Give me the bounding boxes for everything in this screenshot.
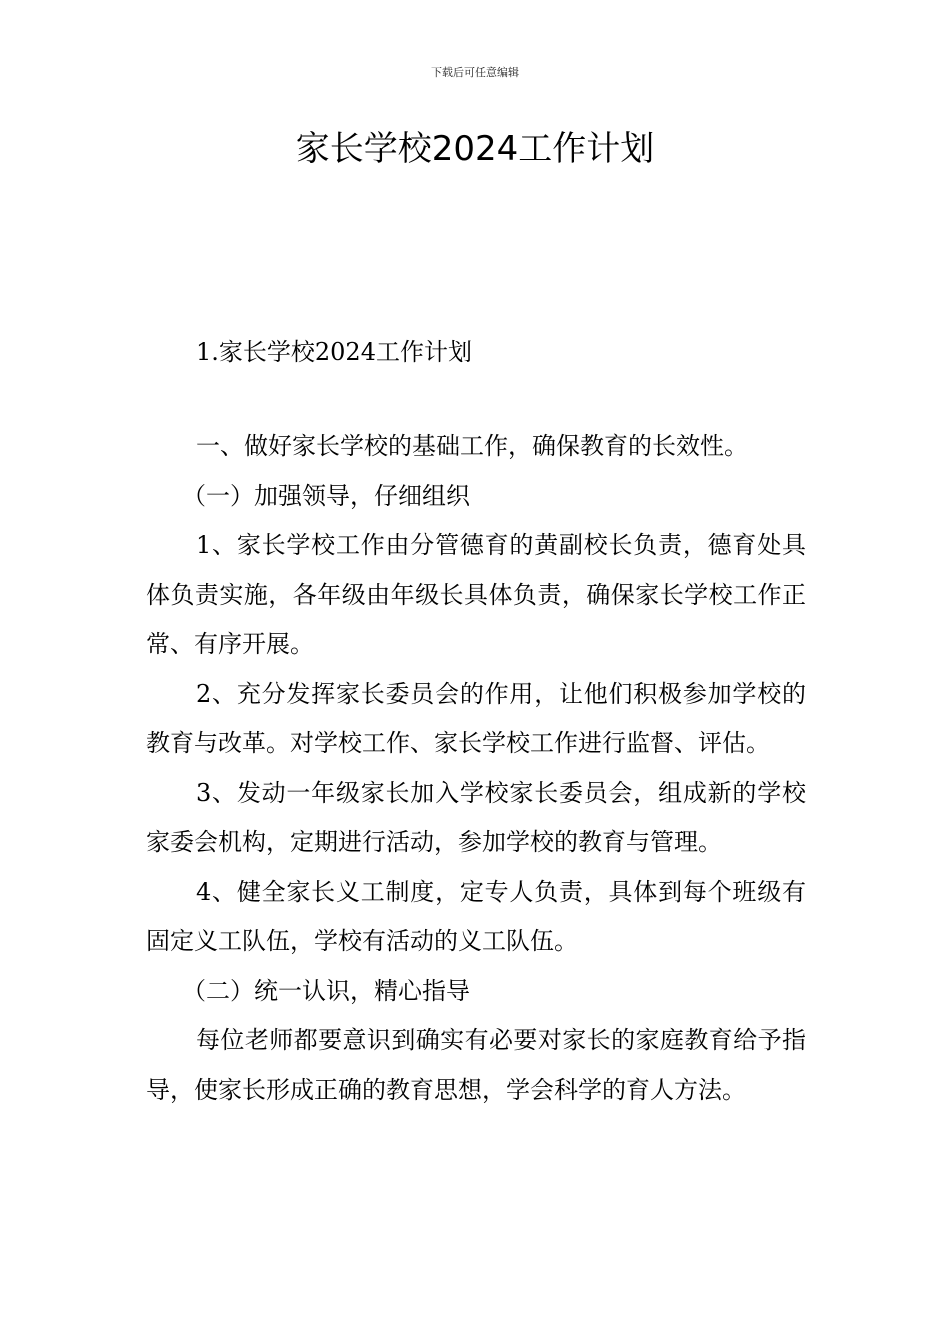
section-heading: 一、做好家长学校的基础工作，确保教育的长效性。 bbox=[196, 432, 748, 460]
subsection-heading: （一）加强领导，仔细组织 bbox=[182, 481, 470, 510]
item-heading: 1.家长学校2024工作计划 bbox=[196, 338, 472, 366]
subsection-heading: （二）统一认识，精心指导 bbox=[182, 976, 470, 1005]
header-note: 下载后可任意编辑 bbox=[431, 66, 519, 79]
body-paragraph: 每位老师都要意识到确实有必要对家长的家庭教育给予指导，使家长形成正确的教育思想，学会科学的育人方法。 bbox=[146, 1026, 806, 1104]
document-body bbox=[146, 422, 806, 1115]
body-paragraph: 1、家长学校工作由分管德育的黄副校长负责，德育处具体负责实施，各年级由年级长具体负责，确保家长学校工作正常、有序开展。 bbox=[146, 531, 806, 658]
body-paragraph: 2、充分发挥家长委员会的作用，让他们积极参加学校的教育与改革。对学校工作、家长学校工作进行监督、评估。 bbox=[146, 679, 806, 757]
body-paragraph: 4、健全家长义工制度，定专人负责，具体到每个班级有固定义工队伍，学校有活动的义工队伍。 bbox=[146, 877, 806, 955]
document-title: 家长学校2024工作计划 bbox=[295, 129, 655, 169]
body-paragraph: 3、发动一年级家长加入学校家长委员会，组成新的学校家委会机构，定期进行活动，参加学校的教育与管理。 bbox=[146, 778, 806, 856]
